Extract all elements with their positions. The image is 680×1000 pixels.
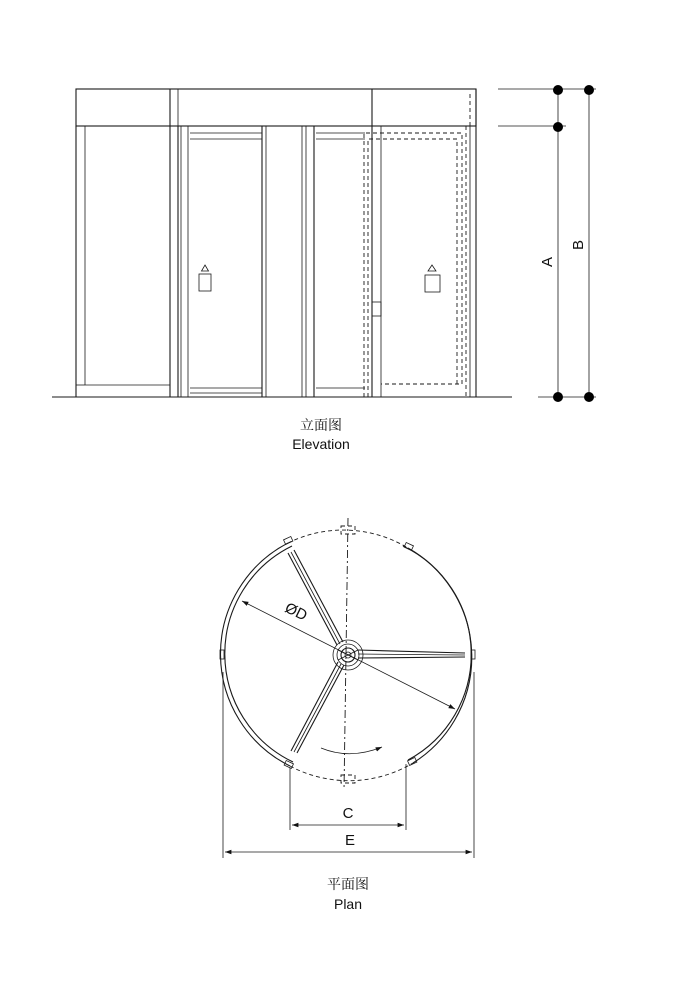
left-fixed-panel xyxy=(76,89,170,397)
left-door-leaf xyxy=(190,126,266,397)
dimension-d-label: ØD xyxy=(282,599,310,625)
rotation-arrow xyxy=(321,747,382,754)
dimension-c-label: C xyxy=(342,805,354,822)
triangle-mark-right xyxy=(428,265,436,271)
entrance-opening-bottom xyxy=(290,763,413,781)
header-band xyxy=(76,89,476,126)
dimension-b-label: B xyxy=(570,239,587,251)
triangle-mark-left xyxy=(202,265,209,271)
plan-caption-en: Plan xyxy=(333,896,363,912)
dimension-e-label: E xyxy=(344,832,356,849)
elevation-caption-cn: 立面图 xyxy=(300,417,342,433)
plan-caption-cn: 平面图 xyxy=(327,876,369,892)
door-wing-lower xyxy=(291,662,344,753)
plan-view xyxy=(220,518,475,912)
hidden-door-outline xyxy=(364,126,466,397)
right-door-leaf xyxy=(314,126,440,397)
door-handle-left xyxy=(199,274,211,291)
right-post xyxy=(372,89,381,397)
center-column xyxy=(302,126,306,397)
door-wing-upper xyxy=(288,550,343,645)
elevation-view xyxy=(52,85,596,452)
drum-wall-left xyxy=(220,543,290,766)
elevation-dimensions xyxy=(498,85,596,402)
elevation-caption-en: Elevation xyxy=(292,436,350,452)
dimension-a-label: A xyxy=(539,256,556,268)
door-handle-right xyxy=(425,275,440,292)
left-post xyxy=(178,126,188,397)
door-wing-right xyxy=(358,650,465,658)
drum-wall-right xyxy=(408,548,472,763)
